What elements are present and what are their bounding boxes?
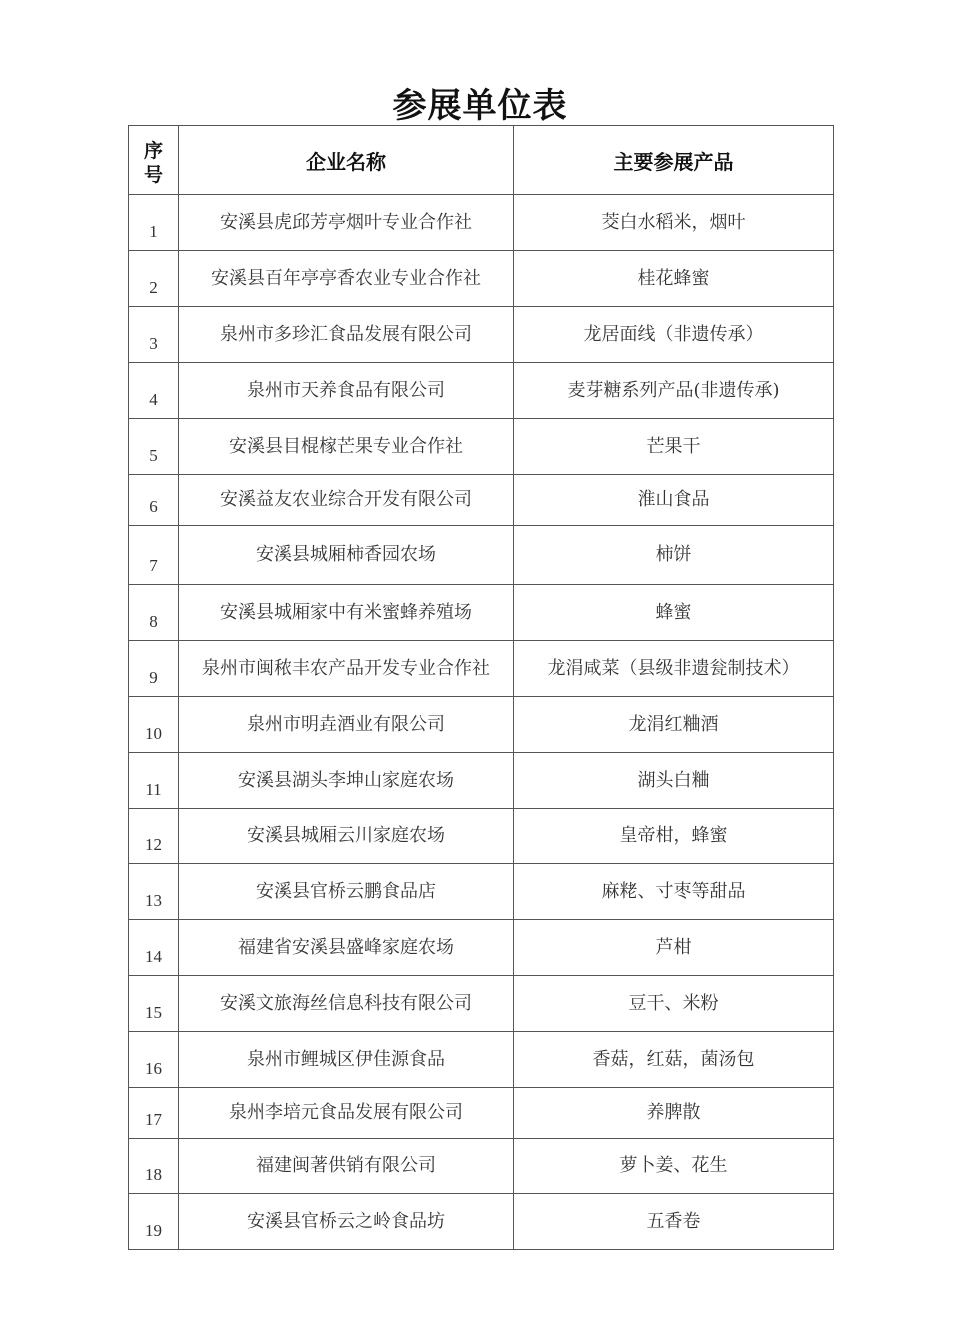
row-number: 9 — [129, 641, 179, 697]
company-name: 安溪益友农业综合开发有限公司 — [179, 475, 514, 526]
company-name: 安溪县湖头李坤山家庭农场 — [179, 753, 514, 809]
row-number: 16 — [129, 1032, 179, 1088]
table-row — [129, 753, 834, 809]
company-name: 福建闽著供销有限公司 — [179, 1139, 514, 1194]
products: 蜂蜜 — [514, 585, 834, 641]
table-row — [129, 307, 834, 363]
company-name: 泉州市明垚酒业有限公司 — [179, 697, 514, 753]
company-name: 泉州市闽秾丰农产品开发专业合作社 — [179, 641, 514, 697]
header-products: 主要参展产品 — [514, 126, 834, 195]
table-row — [129, 526, 834, 585]
company-name: 安溪文旅海丝信息科技有限公司 — [179, 976, 514, 1032]
table-row — [129, 1194, 834, 1250]
table-row — [129, 363, 834, 419]
table-row — [129, 475, 834, 526]
products: 淮山食品 — [514, 475, 834, 526]
row-number: 8 — [129, 585, 179, 641]
company-name: 安溪县官桥云之岭食品坊 — [179, 1194, 514, 1250]
products: 龙涓红粬酒 — [514, 697, 834, 753]
products: 皇帝柑，蜂蜜 — [514, 809, 834, 864]
products: 麻粩、寸枣等甜品 — [514, 864, 834, 920]
row-number: 13 — [129, 864, 179, 920]
table-row — [129, 1139, 834, 1194]
table-row — [129, 1088, 834, 1139]
row-number: 1 — [129, 195, 179, 251]
products: 麦芽糖系列产品(非遗传承) — [514, 363, 834, 419]
company-name: 安溪县城厢柿香园农场 — [179, 526, 514, 585]
table-header-row — [129, 126, 834, 195]
table-row — [129, 251, 834, 307]
company-name: 泉州市鲤城区伊佳源食品 — [179, 1032, 514, 1088]
products: 五香卷 — [514, 1194, 834, 1250]
products: 柿饼 — [514, 526, 834, 585]
row-number: 3 — [129, 307, 179, 363]
exhibitor-table — [128, 125, 834, 1250]
row-number: 11 — [129, 753, 179, 809]
products: 养脾散 — [514, 1088, 834, 1139]
products: 芒果干 — [514, 419, 834, 475]
row-number: 2 — [129, 251, 179, 307]
row-number: 4 — [129, 363, 179, 419]
table-row — [129, 976, 834, 1032]
table-row — [129, 585, 834, 641]
table-row — [129, 195, 834, 251]
products: 龙涓咸菜（县级非遗瓮制技术） — [514, 641, 834, 697]
products: 萝卜姜、花生 — [514, 1139, 834, 1194]
row-number: 10 — [129, 697, 179, 753]
row-number: 6 — [129, 475, 179, 526]
row-number: 15 — [129, 976, 179, 1032]
company-name: 安溪县城厢家中有米蜜蜂养殖场 — [179, 585, 514, 641]
row-number: 5 — [129, 419, 179, 475]
products: 豆干、米粉 — [514, 976, 834, 1032]
company-name: 安溪县城厢云川家庭农场 — [179, 809, 514, 864]
table-row — [129, 864, 834, 920]
products: 芦柑 — [514, 920, 834, 976]
table-row — [129, 641, 834, 697]
table-row — [129, 419, 834, 475]
table-row — [129, 809, 834, 864]
products: 湖头白粬 — [514, 753, 834, 809]
products: 茭白水稻米，烟叶 — [514, 195, 834, 251]
company-name: 泉州市多珍汇食品发展有限公司 — [179, 307, 514, 363]
row-number: 14 — [129, 920, 179, 976]
row-number: 17 — [129, 1088, 179, 1139]
company-name: 安溪县百年亭亭香农业专业合作社 — [179, 251, 514, 307]
company-name: 泉州李培元食品发展有限公司 — [179, 1088, 514, 1139]
header-company: 企业名称 — [179, 126, 514, 195]
company-name: 安溪县官桥云鹏食品店 — [179, 864, 514, 920]
row-number: 18 — [129, 1139, 179, 1194]
company-name: 安溪县虎邱芳亭烟叶专业合作社 — [179, 195, 514, 251]
table-row — [129, 920, 834, 976]
company-name: 安溪县目棍榢芒果专业合作社 — [179, 419, 514, 475]
row-number: 12 — [129, 809, 179, 864]
products: 桂花蜂蜜 — [514, 251, 834, 307]
header-seq: 序号 — [129, 126, 179, 195]
products: 龙居面线（非遗传承） — [514, 307, 834, 363]
company-name: 福建省安溪县盛峰家庭农场 — [179, 920, 514, 976]
page-title: 参展单位表 — [392, 86, 568, 126]
table-row — [129, 697, 834, 753]
company-name: 泉州市天养食品有限公司 — [179, 363, 514, 419]
table-row — [129, 1032, 834, 1088]
row-number: 7 — [129, 526, 179, 585]
row-number: 19 — [129, 1194, 179, 1250]
products: 香菇，红菇，菌汤包 — [514, 1032, 834, 1088]
